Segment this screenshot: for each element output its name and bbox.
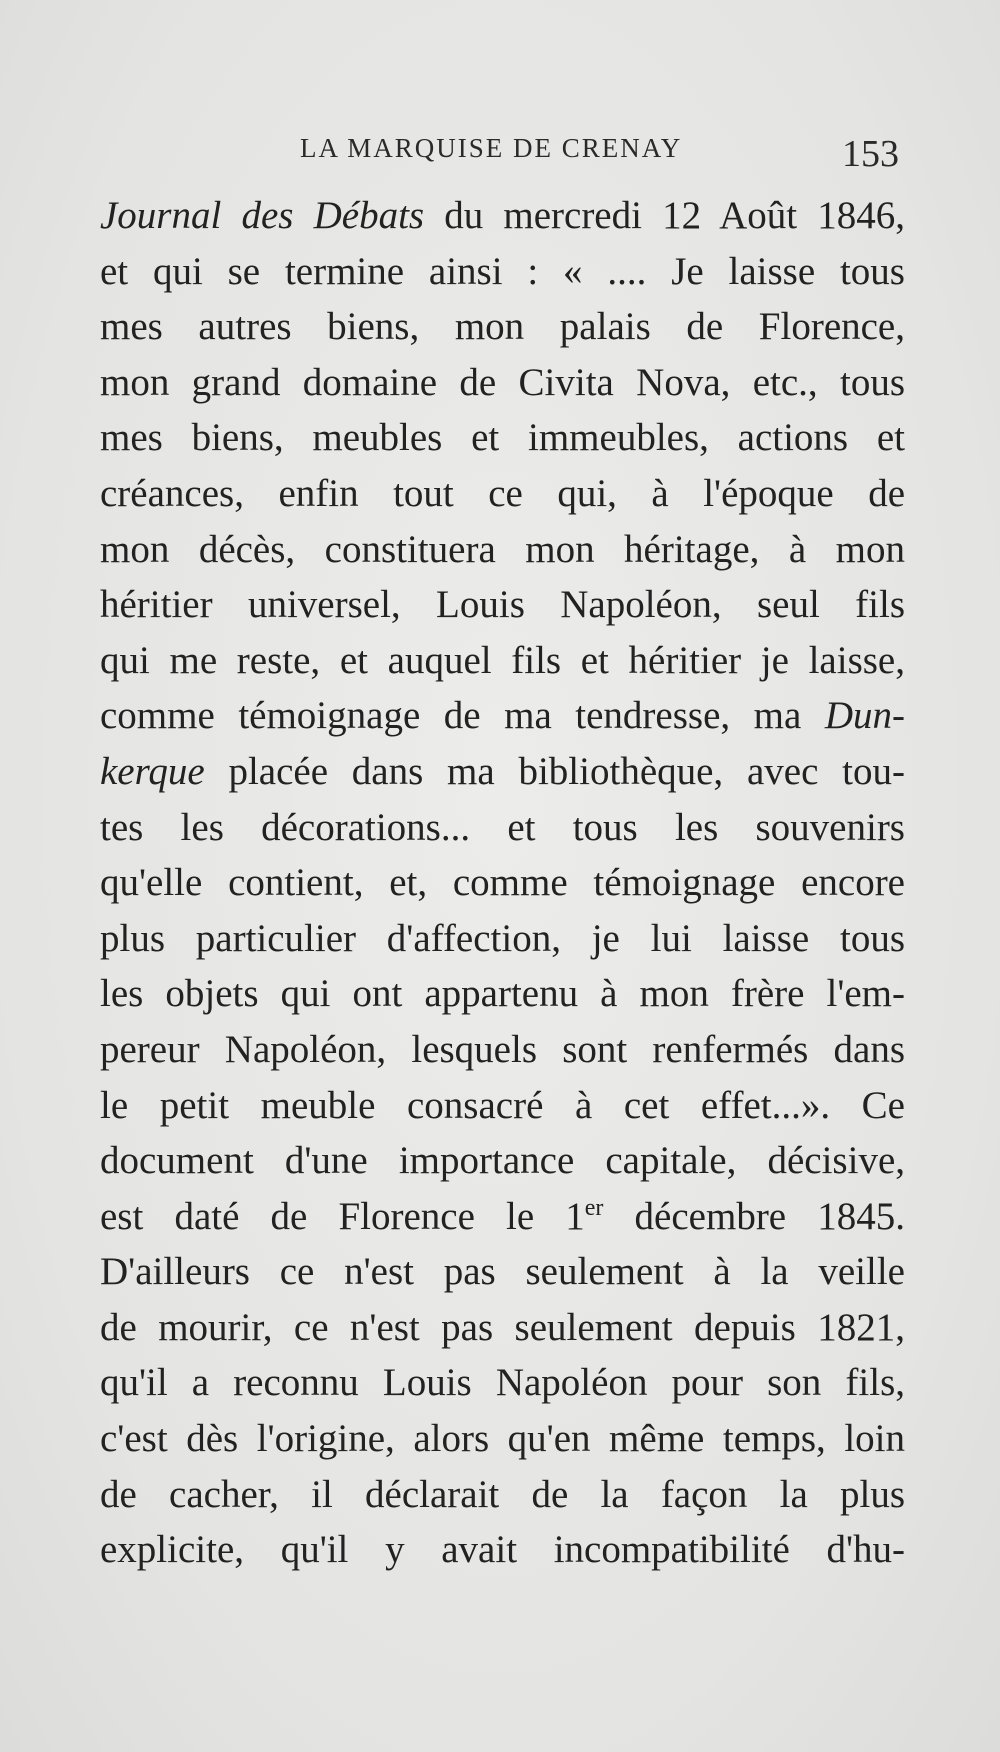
text-line: mon grand domaine de Civita Nova, etc., tous bbox=[100, 360, 905, 404]
text-line: comme témoignage de ma tendresse, ma Dun- bbox=[100, 694, 905, 738]
text-line: c'est dès l'origine, alors qu'en même temps, loin bbox=[100, 1417, 905, 1461]
text-line: mon décès, constituera mon héritage, à mon bbox=[100, 527, 905, 571]
text-line: les objets qui ont appartenu à mon frère l'em- bbox=[100, 972, 905, 1016]
italic-word: Dun- bbox=[824, 694, 905, 738]
page-number: 153 bbox=[842, 133, 899, 175]
text-line: mes autres biens, mon palais de Florence, bbox=[100, 305, 905, 349]
running-head: LA MARQUISE DE CRENAY bbox=[300, 133, 683, 163]
text-line: est daté de Florence le 1er décembre 1845. bbox=[100, 1194, 905, 1238]
text-line: pereur Napoléon, lesquels sont renfermés dans bbox=[100, 1027, 905, 1071]
text-line: kerque placée dans ma bibliothèque, avec tou- bbox=[100, 749, 905, 793]
text-line: qui me reste, et auquel fils et héritier je laisse, bbox=[100, 638, 905, 682]
text-line: créances, enfin tout ce qui, à l'époque de bbox=[100, 471, 905, 515]
text-line: document d'une importance capitale, décisive, bbox=[100, 1139, 905, 1183]
text-line: de mourir, ce n'est pas seulement depuis 1821, bbox=[100, 1305, 905, 1349]
text-line: D'ailleurs ce n'est pas seulement à la veille bbox=[100, 1250, 905, 1294]
italic-title: Journal des Débats bbox=[100, 194, 425, 237]
text-line: de cacher, il déclarait de la façon la plus bbox=[100, 1472, 905, 1516]
text-line: qu'il a reconnu Louis Napoléon pour son fils, bbox=[100, 1361, 905, 1405]
text-line: explicite, qu'il y avait incompatibilité d'hu- bbox=[100, 1528, 905, 1572]
text-line: tes les décorations... et tous les souvenirs bbox=[100, 805, 905, 849]
text-line: Journal des Débats du mercredi 12 Août 1846, bbox=[100, 194, 905, 237]
italic-word: kerque bbox=[100, 749, 205, 793]
text-line: qu'elle contient, et, comme témoignage encore bbox=[100, 861, 905, 905]
superscript: er bbox=[584, 1194, 604, 1221]
text-line: le petit meuble consacré à cet effet...». Ce bbox=[100, 1083, 905, 1127]
text-line: et qui se termine ainsi : « .... Je laisse tous bbox=[100, 249, 905, 293]
text-line: plus particulier d'affection, je lui laisse tous bbox=[100, 916, 905, 960]
text-line: héritier universel, Louis Napoléon, seul fils bbox=[100, 583, 905, 627]
text-line: mes biens, meubles et immeubles, actions et bbox=[100, 416, 905, 460]
body-text bbox=[100, 188, 905, 1578]
